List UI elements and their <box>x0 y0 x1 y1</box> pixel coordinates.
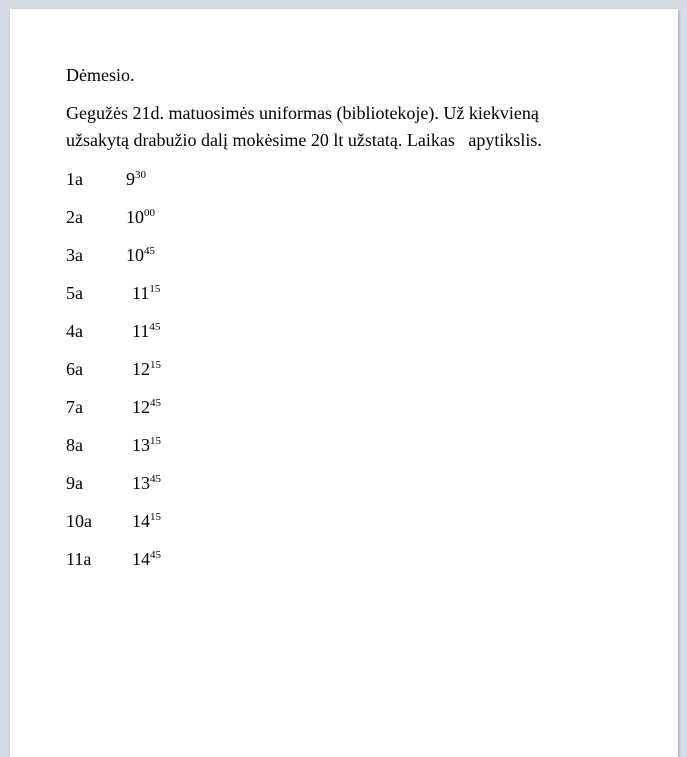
schedule-row <box>66 283 266 321</box>
class-label: 6a <box>66 359 83 379</box>
time-hour: 12 <box>132 359 150 379</box>
time-hour: 13 <box>132 435 150 455</box>
class-label: 9a <box>66 473 83 493</box>
time-value <box>132 359 161 380</box>
time-minutes: 45 <box>150 473 161 485</box>
class-label: 2a <box>66 207 83 227</box>
time-value <box>126 169 146 190</box>
schedule-row <box>66 397 266 435</box>
class-label: 11a <box>66 549 92 569</box>
schedule-row <box>66 207 266 245</box>
time-hour: 9 <box>126 169 135 189</box>
time-hour: 11 <box>132 321 150 341</box>
time-value <box>132 511 161 532</box>
time-value <box>132 473 161 494</box>
notice-paragraph <box>66 100 626 154</box>
time-minutes: 45 <box>150 397 161 409</box>
time-hour: 14 <box>132 511 150 531</box>
time-minutes: 15 <box>150 359 161 371</box>
schedule-row <box>66 473 266 511</box>
class-label: 3a <box>66 245 83 265</box>
class-label: 8a <box>66 435 83 455</box>
class-label: 7a <box>66 397 83 417</box>
notice-paragraph-line-1: Gegužės 21d. matuosimės uniformas (bibliotekoje). Už kiekvieną <box>66 103 539 123</box>
class-label: 5a <box>66 283 83 303</box>
time-minutes: 45 <box>144 245 155 257</box>
schedule-row <box>66 549 266 587</box>
time-value <box>132 397 161 418</box>
time-value <box>132 549 161 570</box>
schedule-row <box>66 435 266 473</box>
time-hour: 12 <box>132 397 150 417</box>
time-minutes: 15 <box>150 435 161 447</box>
schedule-row <box>66 359 266 397</box>
time-minutes: 15 <box>149 283 161 295</box>
document-page[interactable] <box>10 9 678 757</box>
class-label: 1a <box>66 169 83 189</box>
time-hour: 13 <box>132 473 150 493</box>
time-hour: 14 <box>132 549 150 569</box>
schedule-row <box>66 245 266 283</box>
time-value <box>126 245 155 266</box>
time-minutes: 00 <box>144 207 155 219</box>
time-minutes: 45 <box>150 549 161 561</box>
notice-paragraph-line-2: užsakytą drabužio dalį mokėsime 20 lt užstatą. Laikas apytikslis. <box>66 130 542 150</box>
time-minutes: 15 <box>150 511 161 523</box>
class-label: 10a <box>66 511 92 531</box>
schedule-row <box>66 169 266 207</box>
time-value <box>132 435 161 456</box>
time-value <box>132 283 160 304</box>
schedule-row <box>66 511 266 549</box>
schedule-row <box>66 321 266 359</box>
time-minutes: 30 <box>135 169 146 181</box>
time-value <box>126 207 155 228</box>
time-hour: 10 <box>126 207 144 227</box>
schedule-list <box>66 169 266 587</box>
time-hour: 10 <box>126 245 144 265</box>
time-minutes: 45 <box>149 321 161 333</box>
notice-title: Dėmesio. <box>66 65 135 85</box>
time-value <box>132 321 160 342</box>
class-label: 4a <box>66 321 83 341</box>
time-hour: 11 <box>132 283 150 303</box>
